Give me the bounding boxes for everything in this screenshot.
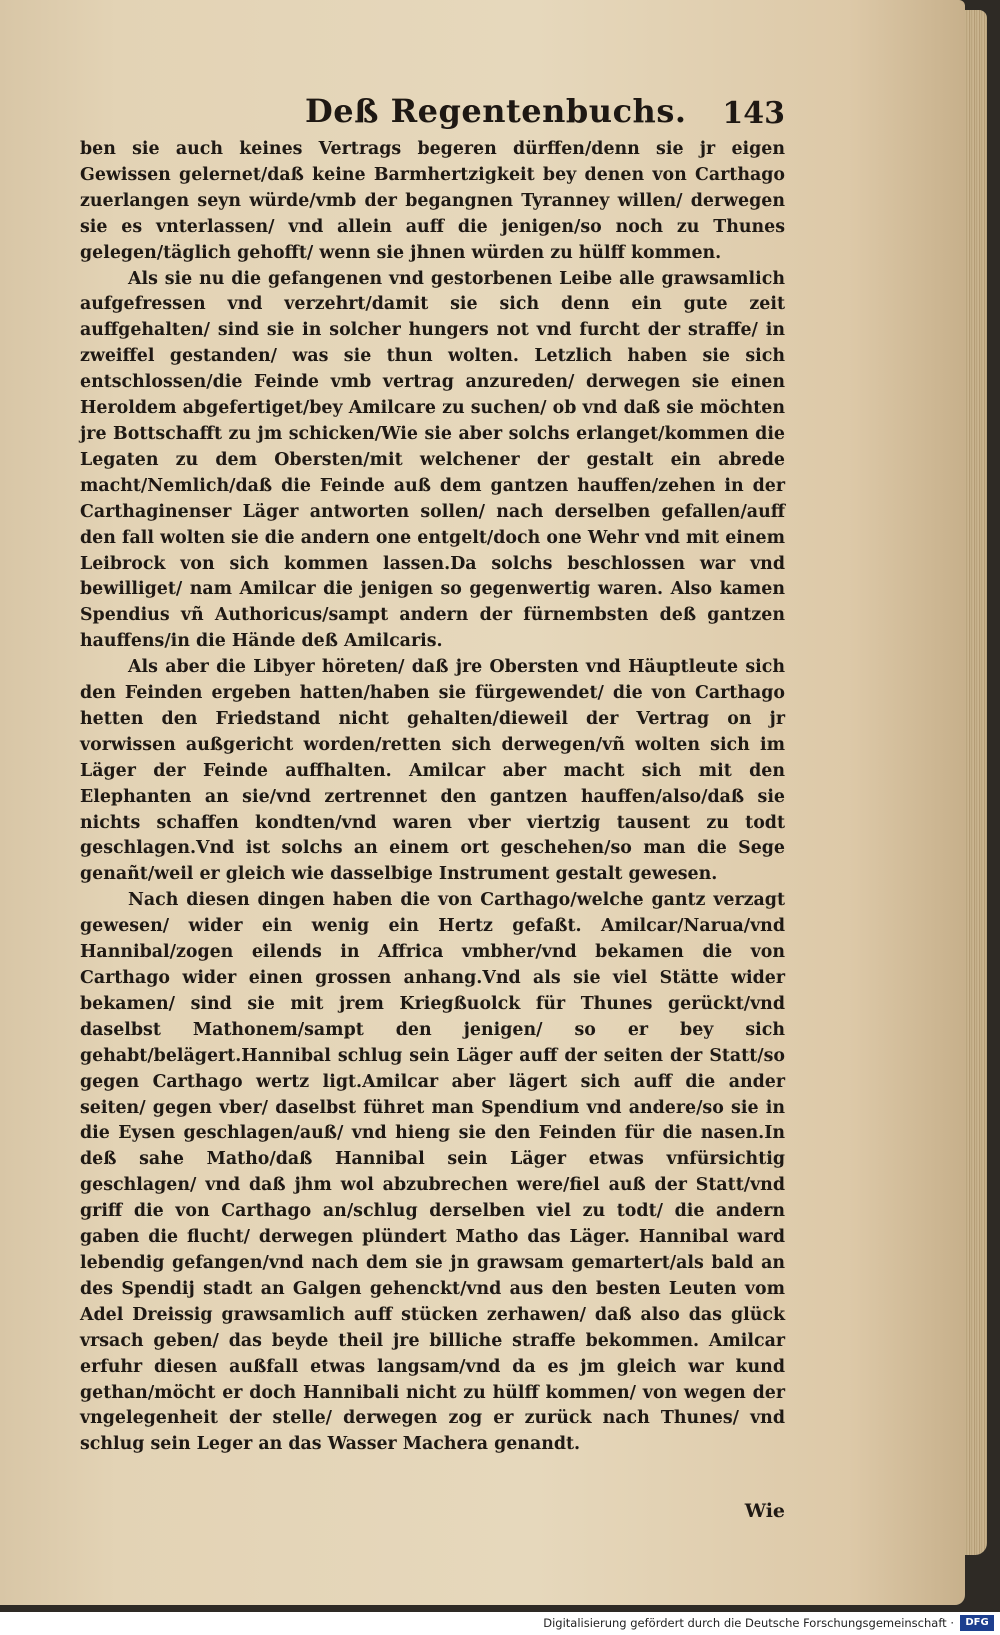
funding-credit: Digitalisierung gefördert durch die Deutsche Forschungsgemeinschaft · bbox=[543, 1616, 954, 1630]
digitization-footer bbox=[0, 1612, 1000, 1635]
book-page-edge bbox=[965, 10, 987, 1555]
dfg-logo: DFG bbox=[960, 1615, 994, 1631]
paragraph-2: Als sie nu die gefangenen vnd gestorbenen Leibe alle grawsamlich aufgefressen vnd verzehrt/damit sie sich denn ein gute zeit auffgehalten/ sind sie in solcher hungers not vnd furcht der straffe/ in zweiffel gestanden/ was sie thun wolten. Letzlich haben sie sich entschlossen/die Feinde vmb vertrag anzureden/ derwegen sie einen Heroldem abgefertiget/bey Amilcare zu suchen/ ob vnd daß sie möchten jre Bottschafft zu jm schicken/Wie sie aber solchs erlanget/kommen die Legaten zu dem Obersten/mit welchener der gestalt ein abrede macht/Nemlich/daß die Feinde auß dem gantzen hauffen/zehen in der Carthaginenser Läger antworten sollen/ nach derselben gefallen/auff den fall wolten sie die andern one entgelt/doch one Wehr vnd mit einem Leibrock von sich kommen lassen.Da solchs beschlossen war vnd bewilliget/ nam Amilcar die jenigen so gegenwertig waren. Also kamen Spendius vñ Authoricus/sampt andern der fürnembsten deß gantzen hauffens/in die Hände deß Amilcaris. bbox=[80, 268, 785, 652]
running-title: Deß Regentenbuchs. bbox=[305, 92, 687, 130]
paragraph-1: ben sie auch keines Vertrags begeren dürffen/denn sie jr eigen Gewissen gelernet/daß keine Barmhertzigkeit bey denen von Carthago zuerlangen seyn würde/vmb der begangnen Tyranney willen/ derwegen sie es vnterlassen/ vnd allein auff die jenigen/so noch zu Thunes gelegen/täglich gehofft/ wenn sie jhnen würden zu hülff kommen. bbox=[80, 139, 785, 263]
paragraph-4: Nach diesen dingen haben die von Carthago/welche gantz verzagt gewesen/ wider ein wenig ein Hertz gefaßt. Amilcar/Narua/vnd Hannibal/zogen eilends in Affrica vmbher/vnd bekamen die von Carthago wider einen grossen anhang.Vnd als sie viel Stätte wider bekamen/ sind sie mit jrem Kriegßuolck für Thunes gerückt/vnd daselbst Mathonem/sampt den jenigen/ so er bey sich gehabt/belägert.Hannibal schlug sein Läger auff der seiten der Statt/so gegen Carthago wertz ligt.Amilcar aber lägert sich auff die ander seiten/ gegen vber/ daselbst führet man Spendium vnd andere/so sie in die Eysen geschlagen/auß/ vnd hieng sie den Feinden für die nasen.In deß sahe Matho/daß Hannibal sein Läger etwas vnfürsichtig geschlagen/ vnd daß jhm wol abzubrechen were/fiel auß der Statt/vnd griff die von Carthago an/schlug derselben viel zu todt/ die andern gaben die flucht/ derwegen plündert Matho das Läger. Hannibal ward lebendig gefangen/vnd nach dem sie jn grawsam gemartert/als bald an des Spendij stadt an Galgen gehenckt/vnd aus den besten Leuten vom Adel Dreissig grawsamlich auff stücken zerhawen/ daß also das glück vrsach geben/ das beyde theil jre billiche straffe bekommen. Amilcar erfuhr diesen außfall etwas langsam/vnd da es jm gleich war kund gethan/möcht er doch Hannibali nicht zu hülff kommen/ von wegen der vngelegenheit der stelle/ derwegen zog er zurück nach Thunes/ vnd schlug sein Leger an das Wasser Machera genandt. bbox=[80, 890, 785, 1455]
text-block bbox=[80, 137, 785, 1522]
paragraph-3: Als aber die Libyer höreten/ daß jre Obersten vnd Häuptleute sich den Feinden ergeben hatten/haben sie fürgewendet/ die von Carthago hetten den Friedstand nicht gehalten/dieweil der Vertrag on jr vorwissen außgericht worden/retten sich derwegen/vñ wolten sich im Läger der Feinde auffhalten. Amilcar aber macht sich mit den Elephanten an sie/vnd zertrennet den gantzen hauffen/also/daß sie nichts schaffen kondten/vnd waren vber viertzig tausent zu todt geschlagen.Vnd ist solchs an einem ort geschehen/so man die Sege genañt/weil er gleich wie dasselbige Instrument gestalt gewesen. bbox=[80, 657, 785, 885]
page-header bbox=[80, 92, 785, 137]
page-number: 143 bbox=[722, 96, 785, 131]
catchword: Wie bbox=[744, 1500, 785, 1522]
